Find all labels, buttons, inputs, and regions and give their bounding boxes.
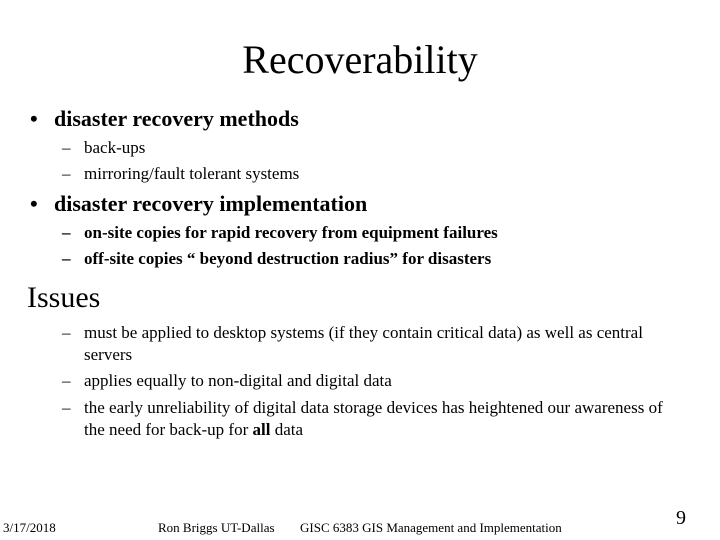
dash-marker: – [62,164,71,183]
list-item: on-site copies for rapid recovery from equipment failures [84,223,498,242]
dash-marker: – [62,249,71,268]
list-item: off-site copies “ beyond destruction radius” for disasters [84,249,492,268]
list-item: mirroring/fault tolerant systems [84,164,300,183]
issues-heading: Issues [27,281,101,314]
section-heading-methods: disaster recovery methods [54,106,299,131]
bullet-marker: • [30,106,38,131]
issue-item: applies equally to non-digital and digital data [84,371,392,390]
footer-date: 3/17/2018 [3,520,56,535]
list-item: back-ups [84,138,146,157]
issue-text: the early unreliability of digital data storage devices has heightened our awareness of the need for back-up for [84,398,663,439]
footer-course: GISC 6383 GIS Management and Implementation [300,520,562,535]
slide-title: Recoverability [242,37,478,82]
bullet-marker: • [30,191,38,216]
dash-marker: – [62,323,71,342]
issue-text: data [270,420,304,439]
section-heading-implementation: disaster recovery implementation [54,191,368,216]
dash-marker: – [62,398,71,417]
dash-marker: – [62,371,71,390]
issue-emphasis: all [252,420,271,439]
dash-marker: – [62,223,71,242]
page-number: 9 [676,507,686,529]
footer-author: Ron Briggs UT-Dallas [158,520,275,535]
issue-item: must be applied to desktop systems (if they contain critical data) as well as central servers [84,323,643,364]
issue-item [84,397,679,441]
dash-marker: – [62,138,71,157]
